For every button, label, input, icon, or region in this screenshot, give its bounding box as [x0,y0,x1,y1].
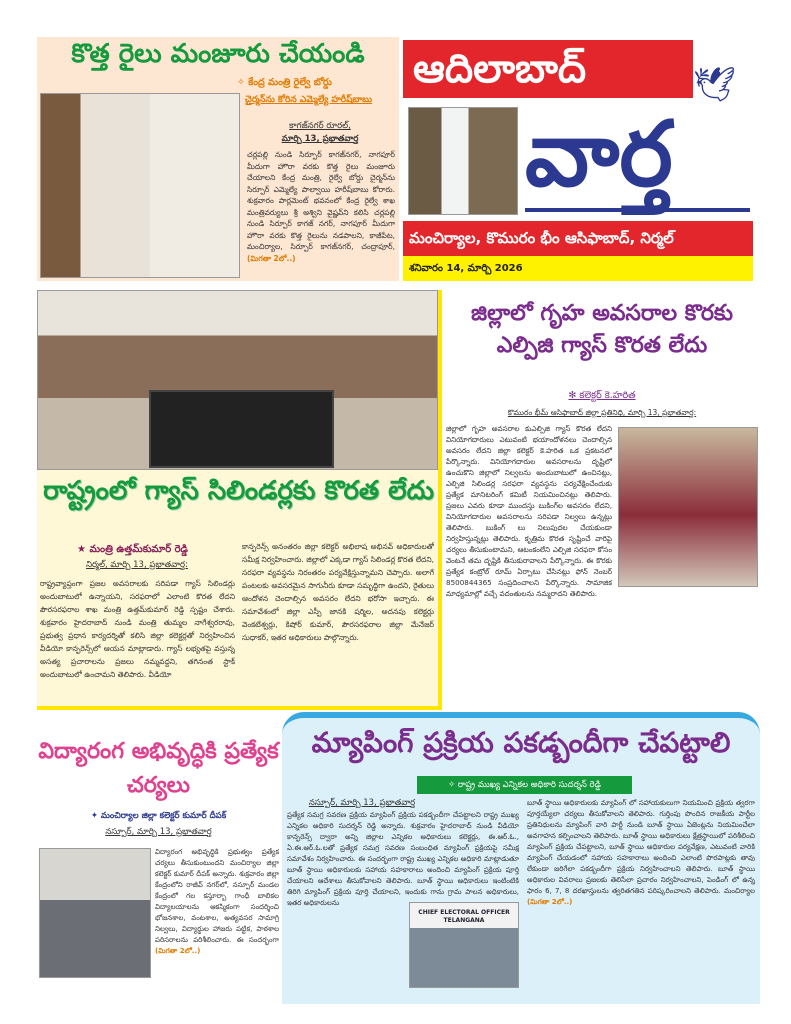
headline: కొత్త రైలు మంజూరు చేయండి [71,39,365,69]
subheadline: ★ మంత్రి ఉత్తమ్‌కుమార్ రెడ్డి [77,544,188,555]
dateline: మార్చి 13, ప్రభాతవార్త [281,134,359,144]
article-body-container [287,810,519,1000]
headline: మ్యాపింగ్ ప్రక్రియ పకడ్బందీగా చేపట్టాలి [311,726,731,759]
masthead-title-main: వార్త [525,97,750,212]
masthead-title-top: ఆదిలాబాద్ [403,40,693,98]
article-new-train [37,37,399,281]
headline: రాష్ట్రంలో గ్యాస్ సిలిండర్లకు కొరత లేదు [43,476,434,506]
continued-link[interactable]: (మిగతా 2లో..) [155,947,201,955]
article-body: జిల్లాలో గృహ అవసరాల కుఎల్పిజి గ్యాస్ కొరత లేదని వినియోగదారులు ఎటువంటి భయాందోళనలు చెందాల్సిన అవసరం లేదని జిల్లా కలెక్టర్ కె.హరిత ఒక ప్రకటనలో పేర్కొన్నారు. వినియోగదారుల అవసరాలను దృష్టిలో ఉంచుకొని జిల్లాలో నిల్వలను అందుబాటులో ఉంచినట్లు, ఎల్పిజి సిలిండర్ల సరఫరా వ్యవస్థను పర్యవేక్షించేందుకు ప్రత్యేక మానిటరింగ్ కమిటీ నియమించినట్లు తెలిపారు. ప్రజలు ఎవరు కూడా ముందస్తు బుకింగ్‌ల అవసరం లేదని, వినియోగదారుల అవసరాలను సరిపడా నిల్వలు ఉన్నట్లు తెలిపారు. బుకింగ్ లు నిలుపుదల చేయకుండా నిర్వహిస్తున్నట్లు తెలిపారు. కృత్రిమ కొరత సృష్టించే వారిపై చర్యలు తీసుకుంటామని, ఆటంకంలేని ఎల్పిజి సరఫరా కోసం వెంటనే తమ దృష్టికి తీసుకురావాలని పేర్కొన్నారు. ఈ కొరకు ప్రత్యేక కంట్రోల్ రూమ్ ఏర్పాటు చేసినట్లు ఫోన్ నెంబర్ 8500844365 సంప్రదించాలని పేర్కొన్నారు. సామాజిక మాధ్యమాల్లో వచ్చే వదంతులను నమ్మరాదని తెలిపారు. [446,424,612,598]
article-state-gas [37,290,442,710]
article-body: విద్యారంగ అభివృద్ధికి ప్రభుత్వం ప్రత్యేక చర్యలు తీసుకుంటుందని మంచిర్యాల జిల్లా కలెక్టర్ కుమార్ దీపక్ అన్నారు. శుక్రవారం జిల్లా కేంద్రంలోని రాజీవ్ నగర్‌లో, నస్పూర్ మండల కేంద్రంలో గల కస్తూర్బా గాంధీ బాలికల విద్యాలయాలను ఆకస్మికంగా సందర్శించి భోజనశాల, వంటశాల, అత్యవసర సామాగ్రి నిల్వలు, విద్యార్థుల హాజరు పట్టిక, పాఠశాల పరిసరాలను పరిశీలించారు. ఈ సందర్భంగా (మిగతా 2లో..) [155,848,279,955]
subheadline: ✧ కేంద్ర మంత్రి రైల్వే బోర్డు [237,77,332,88]
photo-caption: CHIEF ELECTORAL OFFICER TELANGANA [418,909,510,924]
waterfall-photo [408,107,518,215]
headline: విద్యారంగ అభివృద్ధికి ప్రత్యేక చర్యలు [38,739,279,798]
headline: జిల్లాలో గృహ అవసరాల కొరకు ఎల్పిజి గ్యాస్ కొరత లేదు [470,301,734,358]
dateline: కొమురం భీమ్ ఆసిఫాబాద్ జిల్లా ప్రతినిధి, మార్చి 13, ప్రభాతవార్త: [507,408,697,417]
continued-link[interactable]: (మిగతా 2లో..) [247,253,296,263]
masthead-districts: మంచిర్యాల, కొమురం భీం ఆసిఫాబాద్, నిర్మల్ [403,221,753,256]
article-body-container [446,423,758,710]
continued-link[interactable]: (మిగతా 2లో..) [527,898,573,906]
collector-photo [618,427,758,587]
dateline: నస్పూర్, మార్చి 13, ప్రభాతవార్త [105,827,212,837]
article-education [37,735,280,1000]
election-officer-photo [409,902,519,988]
article-body: చర్లపల్లి నుండి సిర్పూర్ కాగజ్‌నగర్, నాగపూర్ మీదుగా హౌరా వరకు కొత్త రైలు మంజూరు చేయాలని కేంద్ర మంత్రి, రైల్వే బోర్డు చైర్మన్‌ను సిర్పూర్ ఎమ్మెల్యే పాల్వాయి హరీష్‌బాబు కోరారు. శుక్రవారం పార్లమెంట్ భవనంలో కేంద్ర రైల్వే శాఖ మంత్రివర్యులు శ్రీ అశ్విని వైష్ణవ్‌ని కలిసి చర్లపల్లి నుండి సిర్పూర్ కాగజ్ నగర్, నాగపూర్ మీదుగా హౌరా వరకు కొత్త రైలును నడపాలని, కాజీపేట, మంచిర్యాల, సిర్పూర్ కాగజ్‌నగర్, చంద్రాపూర్, (మిగతా 2లో..) [247,150,395,263]
subheadline: ✻ కలెక్టర్ కె.హరిత [568,390,636,401]
dateline: నస్పూర్, మార్చి 13, ప్రభాతవార్త [308,798,416,808]
article-body: ప్రత్యేక సమగ్ర సవరణ ప్రక్రియ మ్యాపింగ్ ప్రక్రియ పకడ్బందీగా చేపట్టాలని రాష్ట్ర ముఖ్య ఎన్నికల అధికారి సుదర్శన్ రెడ్డి అన్నారు. శుక్రవారం హైదరాబాద్ నుండి వీడియో కాన్ఫరెన్స్ ద్వారా అన్ని జిల్లాల ఎన్నికల అధికారులు కలెక్టర్లు, ఈ.ఆర్.ఓ., ఏ.ఈ.ఆర్.ఓ.లతో ప్రత్యేక సమగ్ర సవరణ సంబంధిత మ్యాపింగ్ ప్రక్రియపై సమీక్ష సమావేశం నిర్వహించారు. ఈ సందర్భంగా రాష్ట్ర ముఖ్య ఎన్నికల అధికారి మాట్లాడుతూ బూత్ స్థాయి అధికారులకు సహాయ సహకారాలు అందించి మ్యాపింగ్ ప్రక్రియ పూర్తి చేయాలని ఆదేశాలు తీసుకోవాలని తెలిపారు. బూత్ స్థాయి అధికారులు ఇంటింటికి తిరిగి మ్యాపింగ్ ప్రక్రియ పూర్తి చేయాలని, ఇందుకు గాను గ్రామ పాలన అధికారులు, ఇతర అధికారులను [287,811,519,907]
masthead [403,37,753,281]
subheadline-banner: ✧ రాష్ట్ర ముఖ్య ఎన్నికల అధికారి సుదర్శన్ రెడ్డి [417,776,632,794]
dateline: నిర్మల్, మార్చి 13, ప్రభాతవార్త: [86,560,188,570]
subheadline: ✦ మంచిర్యాల జిల్లా కలెక్టర్ కుమార్ దీపక్ [90,811,227,821]
school-visit-photo [39,848,151,978]
subheadline: చైర్మన్‌ను కోరిన ఎమ్మెల్యే హరీష్‌బాబు [245,95,373,105]
article-district-lpg [446,290,758,712]
edition-date: శనివారం 14, మార్చి 2026 [403,256,753,281]
article-body-col2: కాన్ఫరెన్స్ అనంతరం జిల్లా కలెక్టర్ అభిలాష అభినవ్ అధికారులతో సమీక్ష నిర్వహించారు. జిల్లాలో ఎక్కడా గ్యాస్ సిలిండర్ల కొరత లేదని, సరఫరా వ్యవస్థను నిరంతరం పర్యవేక్షిస్తున్నామని చెప్పారు. అలాగే పంటలకు అవసరమైన సాగునీరు కూడా సమృద్ధిగా ఉందని, రైతులు ఆందోళన చెందాల్సిన అవసరం లేదని భరోసా ఇచ్చారు. ఈ సమావేశంలో జిల్లా ఎస్పీ జానకి షర్మిల, అదనపు కలెక్టర్లు వెంకటేశ్వర్లు, కిషోర్ కుమార్, పౌరసరఫరాల జిల్లా మేనేజర్ సుధాకర్, ఇతర అధికారులు పాల్గొన్నారు. [242,542,434,642]
article-mapping [282,712,760,1004]
dove-logo-icon: 🕊 [693,65,737,105]
article-body: రాష్ట్రవ్యాప్తంగా ప్రజల అవసరాలకు సరిపడా గ్యాస్ సిలిండర్లు అందుబాటులో ఉన్నాయని, సరఫరాలో ఎలాంటి కొరత లేదని పౌరసరఫరాల శాఖ మంత్రి ఉత్తమ్‌కుమార్ రెడ్డి స్పష్టం చేశారు. శుక్రవారం హైదరాబాద్ నుండి మంత్రి తుమ్మల నాగేశ్వరరావు, ప్రభుత్వ ప్రధాన కార్యదర్శితో కలిసి జిల్లా కలెక్టర్లతో నిర్వహించిన వీడియో కాన్ఫరెన్స్‌లో ఆయన మాట్లాడారు. గ్యాస్ లభ్యతపై వస్తున్న అసత్య ప్రచారాలను ప్రజలు నమ్మవద్దని, తగినంత స్టాక్ అందుబాటులో ఉంచామని తెలిపారు. వీడియో [40,579,235,679]
dateline: కాగజ్‌నగర్ రూరల్, [289,121,351,131]
news-photo [40,93,240,278]
screen-display [149,390,334,468]
article-body-col2: బూత్ స్థాయి అధికారులకు మ్యాపింగ్ లో సహాయకులుగా నియమించి ప్రక్రియ త్వరగా పూర్తయ్యేలా చర్యలు తీసుకోవాలని తెలిపారు. గుర్తింపు పొందిన రాజకీయ పార్టీల ప్రతినిధులను మ్యాపింగ్ వారి పార్టీ నుండి బూత్ స్థాయి ఏజెంట్లను నియమించేలా అవగాహన కల్పించాలని తెలిపారు. బూత్ స్థాయి అధికారులు క్షేత్రస్థాయిలో పరిశీలించి మ్యాపింగ్ ప్రక్రియ చేపట్టాలని, బూత్ స్థాయి అధికారుల పర్యవేక్షణ, ఎటువంటి వారికి మ్యాపింగ్ చేయడంలో సహాయ సహకారాలు అందించి ఎలాంటి పొరపాట్లకు తావు లేకుండా జరిగేలా పకడ్బందీగా ప్రక్రియ నిర్వహించాలని తెలిపారు. బూత్ స్థాయి అధికారుల వివరాలు ప్రజలకు తెలిసేలా ప్రచారం నిర్వహించాలని, పెండింగ్ లో ఉన్న ఫారం 6, 7, 8 దరఖాస్తులను త్వరితగతిన పరిష్కరించాలని తెలిపారు. మంచిర్యాల (మిగతా 2లో..) [527,799,755,906]
